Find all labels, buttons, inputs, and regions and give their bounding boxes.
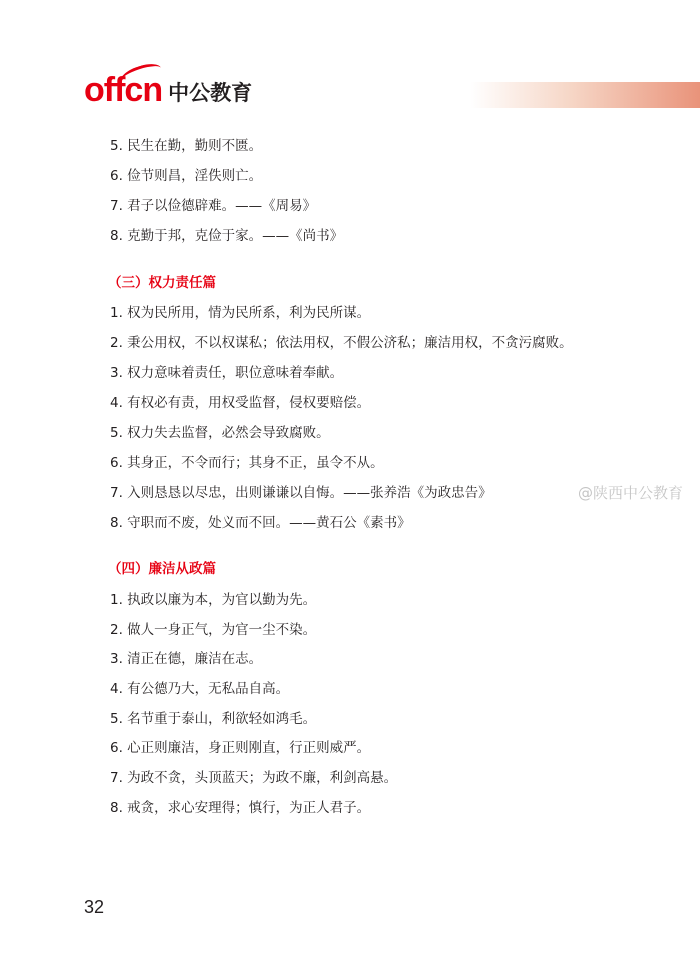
list-item: 7. 君子以俭德辟难。——《周易》 — [110, 198, 317, 214]
list-item: 4. 有权必有责，用权受监督，侵权要赔偿。 — [110, 395, 371, 411]
section-heading: （四）廉洁从政篇 — [108, 561, 216, 577]
list-item: 2. 秉公用权，不以权谋私；依法用权，不假公济私；廉洁用权，不贪污腐败。 — [110, 335, 573, 351]
logo-cn: 中公教育 — [168, 81, 253, 105]
list-item: 7. 入则恳恳以尽忠，出则谦谦以自悔。——张养浩《为政忠告》 — [110, 485, 492, 501]
offcn-logo — [84, 68, 252, 108]
section-heading: （三）权力责任篇 — [108, 275, 216, 291]
list-item: 8. 守职而不废，处义而不回。——黄石公《素书》 — [110, 515, 411, 531]
list-item: 3. 清正在德，廉洁在志。 — [110, 651, 263, 667]
list-item: 8. 克勤于邦，克俭于家。——《尚书》 — [110, 228, 344, 244]
list-item: 4. 有公德乃大，无私品自高。 — [110, 681, 290, 697]
list-item: 7. 为政不贪，头顶蓝天；为政不廉，利剑高悬。 — [110, 770, 398, 786]
page-number: 32 — [84, 897, 105, 917]
list-item: 6. 心正则廉洁，身正则刚直，行正则威严。 — [110, 740, 371, 756]
watermark: @陕西中公教育 — [578, 484, 684, 502]
header-gradient-band — [240, 82, 700, 108]
list-item: 6. 俭节则昌，淫佚则亡。 — [110, 168, 263, 184]
list-item: 8. 戒贪，求心安理得；慎行，为正人君子。 — [110, 800, 371, 816]
list-item: 1. 权为民所用，情为民所系，利为民所谋。 — [110, 305, 371, 321]
list-item: 2. 做人一身正气，为官一尘不染。 — [110, 622, 317, 638]
list-item: 5. 民生在勤，勤则不匮。 — [110, 138, 263, 154]
list-item: 3. 权力意味着责任，职位意味着奉献。 — [110, 365, 344, 381]
list-item: 6. 其身正，不令而行；其身不正，虽令不从。 — [110, 455, 384, 471]
list-item: 1. 执政以廉为本，为官以勤为先。 — [110, 592, 317, 608]
logo-en: offcn — [84, 71, 163, 109]
list-item: 5. 名节重于泰山，利欲轻如鸿毛。 — [110, 711, 317, 727]
list-item: 5. 权力失去监督，必然会导致腐败。 — [110, 425, 330, 441]
